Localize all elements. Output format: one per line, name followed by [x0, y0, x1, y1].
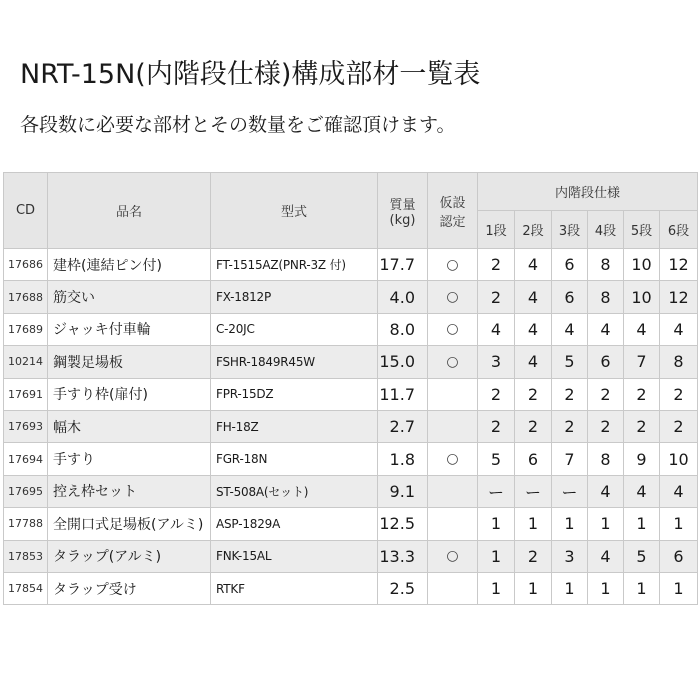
header-mass — [378, 173, 428, 249]
part-model: FX-1812P — [211, 281, 378, 313]
quantity-step-6: 4 — [660, 313, 698, 345]
quantity-step-5: 2 — [624, 378, 660, 410]
header-mass-label: 質量 — [389, 197, 416, 213]
part-code: 10214 — [4, 346, 48, 378]
quantity-step-6: 2 — [660, 410, 698, 442]
part-mass: 4.0 — [378, 281, 428, 313]
header-spec-group: 内階段仕様 — [478, 173, 698, 211]
certified-mark — [428, 508, 478, 540]
part-name: タラップ受け — [48, 572, 211, 604]
quantity-step-4: 2 — [588, 410, 624, 442]
table-row — [4, 313, 698, 345]
certified-mark: ○ — [428, 540, 478, 572]
header-model: 型式 — [211, 173, 378, 249]
quantity-step-2: 4 — [515, 249, 552, 281]
quantity-step-1: 2 — [478, 249, 515, 281]
quantity-step-5: 9 — [624, 443, 660, 475]
quantity-step-6: 8 — [660, 346, 698, 378]
part-code: 17853 — [4, 540, 48, 572]
quantity-step-2: 2 — [515, 378, 552, 410]
table-row — [4, 410, 698, 442]
part-code: 17688 — [4, 281, 48, 313]
part-model: FSHR-1849R45W — [211, 346, 378, 378]
header-cert-line2: 認定 — [439, 214, 466, 230]
certified-mark — [428, 378, 478, 410]
header-cd: CD — [4, 173, 48, 249]
table-row — [4, 508, 698, 540]
certified-mark — [428, 475, 478, 507]
certified-mark: ○ — [428, 249, 478, 281]
page-subtitle: 各段数に必要な部材とその数量をご確認頂けます。 — [20, 114, 456, 136]
header-name: 品名 — [48, 173, 211, 249]
part-name: タラップ(アルミ) — [48, 540, 211, 572]
quantity-step-4: 4 — [588, 475, 624, 507]
quantity-step-5: 5 — [624, 540, 660, 572]
quantity-step-3: 1 — [552, 572, 588, 604]
table-row — [4, 572, 698, 604]
part-mass: 12.5 — [378, 508, 428, 540]
quantity-step-4: 8 — [588, 249, 624, 281]
part-mass: 1.8 — [378, 443, 428, 475]
quantity-step-6: 6 — [660, 540, 698, 572]
quantity-step-2: 1 — [515, 572, 552, 604]
quantity-step-6: 1 — [660, 508, 698, 540]
part-mass: 9.1 — [378, 475, 428, 507]
quantity-step-3: ー — [552, 475, 588, 507]
certified-mark: ○ — [428, 346, 478, 378]
page-title: NRT-15N(内階段仕様)構成部材一覧表 — [20, 59, 481, 90]
header-cert-line1: 仮設 — [439, 195, 466, 211]
quantity-step-6: 12 — [660, 281, 698, 313]
part-code: 17693 — [4, 410, 48, 442]
table-row — [4, 346, 698, 378]
quantity-step-1: 2 — [478, 410, 515, 442]
quantity-step-2: ー — [515, 475, 552, 507]
table-row — [4, 249, 698, 281]
part-model: ST-508A(セット) — [211, 475, 378, 507]
table-row — [4, 540, 698, 572]
quantity-step-4: 8 — [588, 443, 624, 475]
part-model: ASP-1829A — [211, 508, 378, 540]
part-model: FPR-15DZ — [211, 378, 378, 410]
quantity-step-1: 4 — [478, 313, 515, 345]
part-mass: 17.7 — [378, 249, 428, 281]
certified-mark — [428, 572, 478, 604]
quantity-step-4: 8 — [588, 281, 624, 313]
quantity-step-1: 5 — [478, 443, 515, 475]
quantity-step-5: 1 — [624, 508, 660, 540]
part-code: 17689 — [4, 313, 48, 345]
part-model: FGR-18N — [211, 443, 378, 475]
quantity-step-1: 2 — [478, 378, 515, 410]
part-name: 手すり — [48, 443, 211, 475]
quantity-step-5: 10 — [624, 249, 660, 281]
quantity-step-2: 4 — [515, 346, 552, 378]
part-name: 建枠(連結ピン付) — [48, 249, 211, 281]
quantity-step-4: 6 — [588, 346, 624, 378]
certified-mark — [428, 410, 478, 442]
part-name: ジャッキ付車輪 — [48, 313, 211, 345]
part-mass: 15.0 — [378, 346, 428, 378]
quantity-step-6: 4 — [660, 475, 698, 507]
quantity-step-5: 10 — [624, 281, 660, 313]
quantity-step-1: 1 — [478, 572, 515, 604]
certified-mark: ○ — [428, 313, 478, 345]
quantity-step-3: 3 — [552, 540, 588, 572]
quantity-step-3: 6 — [552, 249, 588, 281]
certified-mark: ○ — [428, 443, 478, 475]
part-name: 控え枠セット — [48, 475, 211, 507]
quantity-step-3: 5 — [552, 346, 588, 378]
part-mass: 2.7 — [378, 410, 428, 442]
table-row — [4, 475, 698, 507]
header-cert — [428, 173, 478, 249]
quantity-step-6: 12 — [660, 249, 698, 281]
part-code: 17695 — [4, 475, 48, 507]
part-model: FNK-15AL — [211, 540, 378, 572]
part-name: 筋交い — [48, 281, 211, 313]
part-model: RTKF — [211, 572, 378, 604]
part-code: 17694 — [4, 443, 48, 475]
quantity-step-3: 7 — [552, 443, 588, 475]
part-mass: 2.5 — [378, 572, 428, 604]
part-code: 17686 — [4, 249, 48, 281]
quantity-step-1: 3 — [478, 346, 515, 378]
part-name: 幅木 — [48, 410, 211, 442]
quantity-step-4: 1 — [588, 572, 624, 604]
certified-mark: ○ — [428, 281, 478, 313]
parts-table — [3, 172, 698, 605]
part-code: 17788 — [4, 508, 48, 540]
quantity-step-5: 4 — [624, 313, 660, 345]
quantity-step-4: 1 — [588, 508, 624, 540]
header-step-4: 4段 — [588, 211, 624, 249]
quantity-step-5: 4 — [624, 475, 660, 507]
quantity-step-1: 2 — [478, 281, 515, 313]
quantity-step-5: 7 — [624, 346, 660, 378]
quantity-step-3: 4 — [552, 313, 588, 345]
part-mass: 11.7 — [378, 378, 428, 410]
quantity-step-4: 2 — [588, 378, 624, 410]
quantity-step-4: 4 — [588, 540, 624, 572]
part-name: 鋼製足場板 — [48, 346, 211, 378]
part-model: FT-1515AZ(PNR-3Z 付) — [211, 249, 378, 281]
part-code: 17691 — [4, 378, 48, 410]
header-step-1: 1段 — [478, 211, 515, 249]
quantity-step-3: 1 — [552, 508, 588, 540]
part-mass: 8.0 — [378, 313, 428, 345]
quantity-step-2: 2 — [515, 540, 552, 572]
header-step-3: 3段 — [552, 211, 588, 249]
part-name: 全開口式足場板(アルミ) — [48, 508, 211, 540]
quantity-step-1: 1 — [478, 508, 515, 540]
quantity-step-6: 1 — [660, 572, 698, 604]
quantity-step-2: 1 — [515, 508, 552, 540]
quantity-step-2: 2 — [515, 410, 552, 442]
quantity-step-5: 2 — [624, 410, 660, 442]
quantity-step-6: 2 — [660, 378, 698, 410]
table-row — [4, 443, 698, 475]
quantity-step-3: 6 — [552, 281, 588, 313]
quantity-step-1: ー — [478, 475, 515, 507]
quantity-step-2: 4 — [515, 281, 552, 313]
part-model: C-20JC — [211, 313, 378, 345]
part-code: 17854 — [4, 572, 48, 604]
part-model: FH-18Z — [211, 410, 378, 442]
header-step-6: 6段 — [660, 211, 698, 249]
part-name: 手すり枠(扉付) — [48, 378, 211, 410]
quantity-step-1: 1 — [478, 540, 515, 572]
table-row — [4, 281, 698, 313]
part-mass: 13.3 — [378, 540, 428, 572]
quantity-step-4: 4 — [588, 313, 624, 345]
quantity-step-3: 2 — [552, 410, 588, 442]
quantity-step-3: 2 — [552, 378, 588, 410]
header-step-5: 5段 — [624, 211, 660, 249]
header-mass-unit: (kg) — [389, 212, 416, 228]
quantity-step-2: 6 — [515, 443, 552, 475]
quantity-step-2: 4 — [515, 313, 552, 345]
quantity-step-5: 1 — [624, 572, 660, 604]
table-row — [4, 378, 698, 410]
header-step-2: 2段 — [515, 211, 552, 249]
quantity-step-6: 10 — [660, 443, 698, 475]
